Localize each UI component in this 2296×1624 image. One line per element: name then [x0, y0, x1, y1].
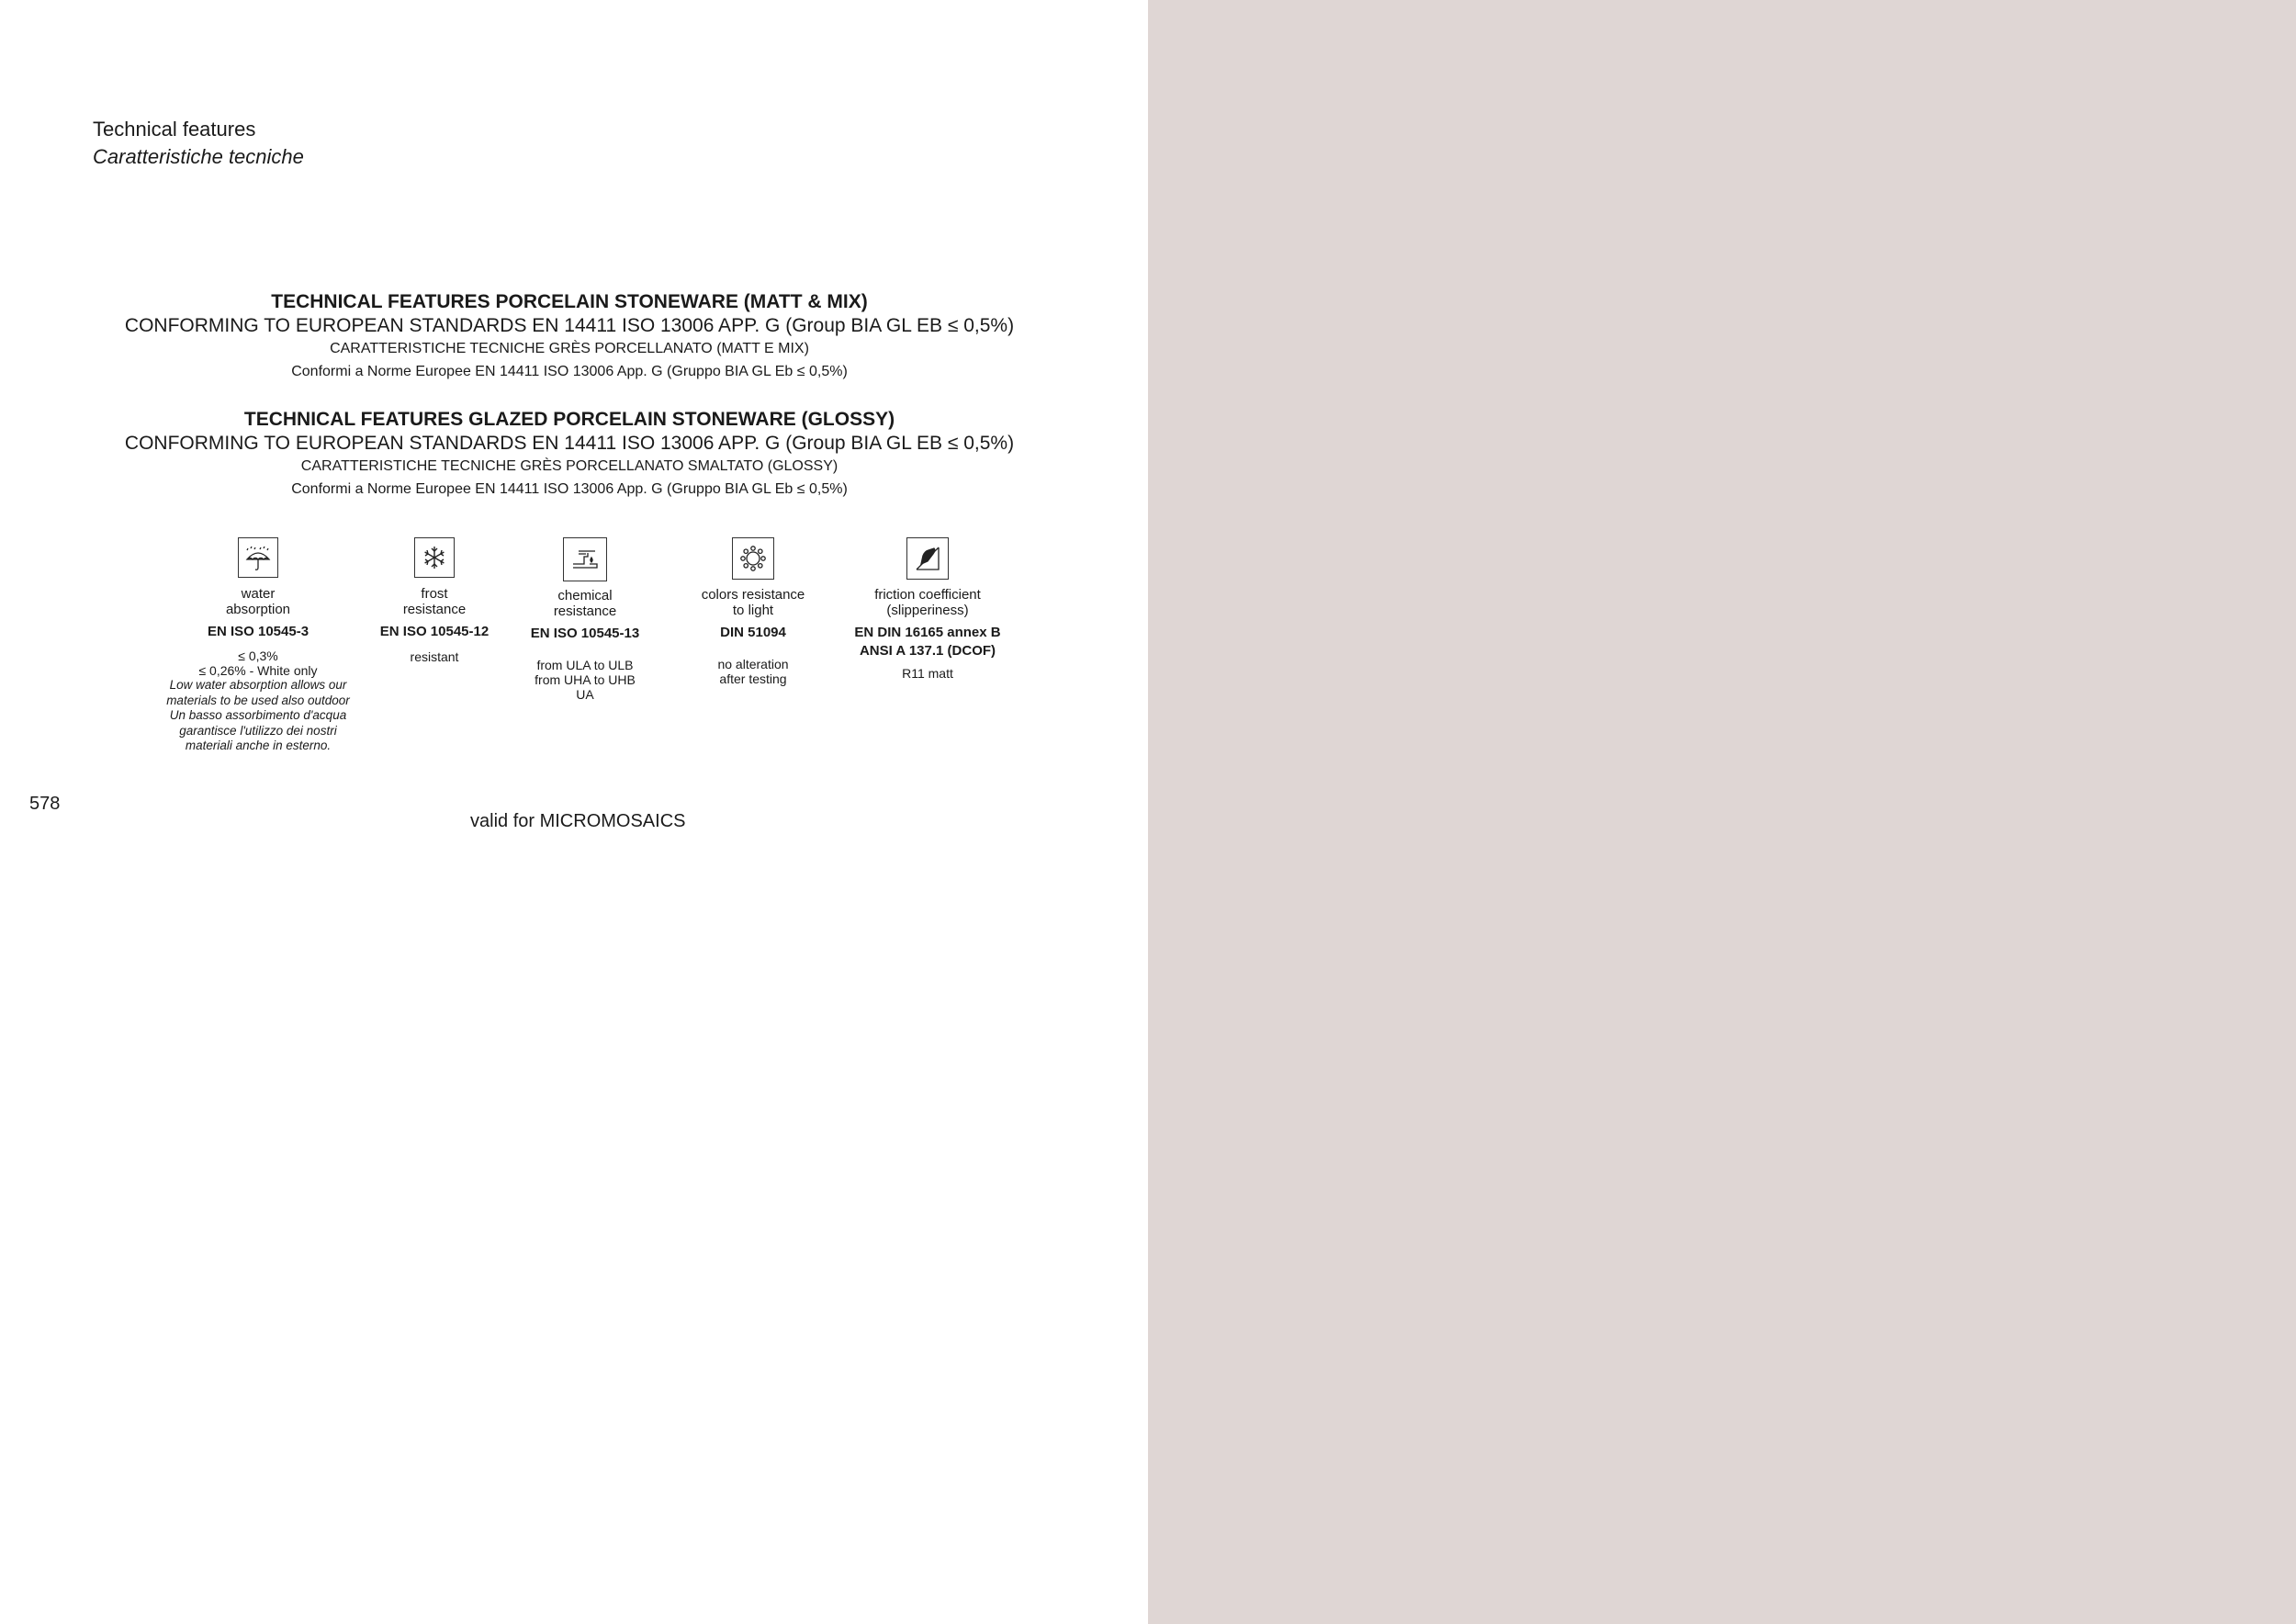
page-heading — [93, 116, 304, 171]
glossy-title: TECHNICAL FEATURES GLAZED PORCELAIN STONEWARE (GLOSSY) — [243, 409, 895, 430]
colors-label-1: colors resistance — [701, 587, 805, 603]
heading-title-en: Technical features — [93, 118, 256, 141]
glossy-standard-en: CONFORMING TO EUROPEAN STANDARDS EN 14411 ISO 13006 APP. G (Group BIA GL EB ≤ 0,5%) — [124, 433, 1015, 454]
umbrella-icon — [238, 537, 278, 578]
glossy-standard-it: Conformi a Norme Europee EN 14411 ISO 13006 App. G (Gruppo BIA GL Eb ≤ 0,5%) — [291, 481, 848, 497]
right-page-background — [1148, 0, 2296, 1624]
colors-norm: DIN 51094 — [720, 625, 786, 640]
water-note-1: Low water absorption allows our — [169, 678, 347, 692]
valid-for-collection: MICROMOSAICS — [539, 811, 686, 831]
snowflake-icon — [414, 537, 455, 578]
sun-icon — [732, 537, 774, 580]
water-value-1: ≤ 0,3% — [238, 648, 278, 663]
frost-value-1: resistant — [410, 649, 459, 664]
matt-title: TECHNICAL FEATURES PORCELAIN STONEWARE (MATT & MIX) — [271, 291, 868, 312]
friction-norm-2: ANSI A 137.1 (DCOF) — [859, 643, 996, 659]
chem-label-1: chemical — [557, 588, 613, 603]
water-note-5: materiali anche in esterno. — [185, 739, 332, 752]
frost-label-1: frost — [421, 586, 448, 602]
colors-value-2: after testing — [719, 671, 787, 686]
water-label-2: absorption — [225, 602, 291, 617]
page-number: 578 — [29, 794, 61, 814]
feature-friction-coefficient — [817, 537, 1038, 681]
water-note-3: Un basso assorbimento d'acqua — [169, 708, 347, 722]
heading-title-it: Caratteristiche tecniche — [93, 145, 304, 168]
water-label-1: water — [241, 586, 276, 602]
shoe-slope-icon — [906, 537, 949, 580]
colors-value-1: no alteration — [717, 657, 789, 671]
water-value-2: ≤ 0,26% - White only — [198, 663, 318, 678]
chem-norm: EN ISO 10545-13 — [530, 626, 640, 641]
matt-standard-en: CONFORMING TO EUROPEAN STANDARDS EN 14411 ISO 13006 APP. G (Group BIA GL EB ≤ 0,5%) — [124, 315, 1015, 336]
glossy-standards-block — [92, 408, 1047, 502]
valid-for-line — [470, 811, 686, 832]
matt-standards-block — [92, 290, 1047, 384]
frost-norm: EN ISO 10545-12 — [379, 624, 490, 639]
chemical-drop-icon — [563, 537, 607, 581]
friction-norm-1: EN DIN 16165 annex B — [854, 625, 1001, 640]
friction-label-2: (slipperiness) — [886, 603, 969, 618]
water-norm: EN ISO 10545-3 — [207, 624, 310, 639]
matt-title-it: CARATTERISTICHE TECNICHE GRÈS PORCELLANATO (MATT E MIX) — [330, 341, 809, 356]
water-note-4: garantisce l'utilizzo dei nostri — [179, 723, 337, 738]
friction-value-1: R11 matt — [902, 666, 953, 681]
chem-value-3: UA — [576, 687, 594, 702]
valid-for-prefix: valid for — [470, 811, 540, 831]
friction-label-1: friction coefficient — [874, 587, 981, 603]
matt-standard-it: Conformi a Norme Europee EN 14411 ISO 13006 App. G (Gruppo BIA GL Eb ≤ 0,5%) — [291, 364, 848, 379]
water-note-2: materials to be used also outdoor — [166, 693, 350, 707]
chem-value-1: from ULA to ULB — [536, 658, 634, 672]
frost-label-2: resistance — [402, 602, 467, 617]
colors-label-2: to light — [732, 603, 774, 618]
chem-label-2: resistance — [553, 603, 617, 619]
chem-value-2: from UHA to UHB — [535, 672, 636, 687]
glossy-title-it: CARATTERISTICHE TECNICHE GRÈS PORCELLANATO SMALTATO (GLOSSY) — [300, 458, 838, 474]
